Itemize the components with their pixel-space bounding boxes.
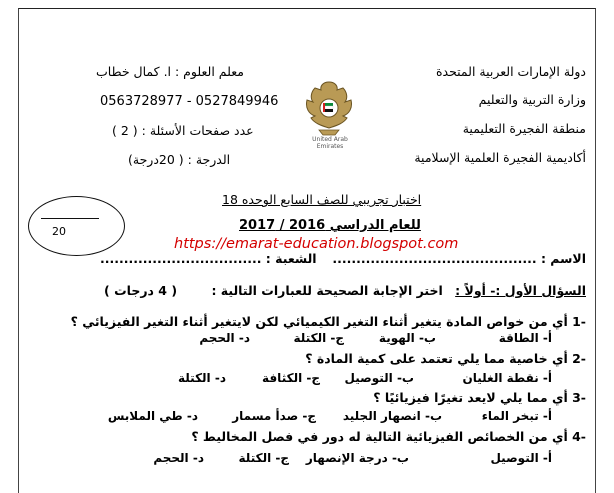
total-grade: الدرجة : ( 20درجة) bbox=[128, 152, 231, 167]
q2-option-a: أ- نقطة الغليان bbox=[462, 371, 552, 385]
question-3 bbox=[373, 390, 586, 405]
question-1 bbox=[71, 314, 586, 329]
school-name: أكاديمية الفجيرة العلمية الإسلامية bbox=[414, 150, 586, 165]
question-text: أي خاصية مما يلي تعتمد على كمية المادة ؟ bbox=[305, 351, 568, 366]
question-number: -1 bbox=[572, 314, 586, 329]
section-instruction: اختر الإجابة الصحيحة للعبارات التالية : bbox=[211, 283, 443, 298]
question-number: -2 bbox=[572, 351, 586, 366]
q1-option-a: أ- الطاقة bbox=[498, 331, 552, 345]
q3-option-d: د- طي الملابس bbox=[107, 409, 198, 423]
exam-title: اختبار تجريبي للصف السابع الوحده 18 bbox=[222, 192, 422, 207]
question-2 bbox=[305, 351, 586, 366]
academic-year: للعام الدراسي 2016 / 2017 bbox=[239, 218, 421, 233]
student-name-field: الاسم : ........................................... bbox=[332, 251, 586, 266]
q4-option-b: ب- درجة الإنصهار bbox=[305, 451, 409, 465]
teacher-name: معلم العلوم : ا. كمال خطاب bbox=[96, 64, 244, 79]
source-url: https://emarat-education.blogspot.com bbox=[174, 236, 459, 252]
q3-option-b: ب- انصهار الجليد bbox=[342, 409, 442, 423]
country-name: دولة الإمارات العربية المتحدة bbox=[435, 64, 586, 79]
q2-option-d: د- الكتلة bbox=[178, 371, 226, 385]
q1-option-c: ج- الكتلة bbox=[293, 331, 344, 345]
page-count: عدد صفحات الأسئلة : ( 2 ) bbox=[112, 123, 254, 138]
section-heading bbox=[211, 283, 586, 298]
score-circle bbox=[28, 196, 125, 256]
question-text: أي من الخصائص الفيزيائية التالية له دور في فصل المخاليط ؟ bbox=[191, 429, 568, 444]
question-4 bbox=[191, 429, 586, 444]
emblem-caption: United Arab Emirates bbox=[312, 136, 348, 150]
q2-option-b: ب- التوصيل bbox=[344, 371, 414, 385]
section-title: السؤال الأول :- أولاً : bbox=[455, 283, 586, 298]
q4-option-c: ج- الكتلة bbox=[238, 451, 289, 465]
uae-emblem-icon bbox=[301, 78, 357, 140]
q3-option-a: أ- تبخر الماء bbox=[481, 409, 552, 423]
score-line bbox=[41, 218, 99, 219]
q3-option-c: ج- صدأ مسمار bbox=[232, 409, 316, 423]
score-total: 20 bbox=[52, 225, 66, 238]
q1-option-d: د- الحجم bbox=[199, 331, 250, 345]
section-marks: ( 4 درجات ) bbox=[104, 283, 178, 298]
question-text: أي من خواص المادة يتغير أثناء التغير الكيميائي لكن لايتغير أثناء التغير الفيزيائي ؟ bbox=[70, 314, 568, 329]
q4-option-a: أ- التوصيل bbox=[490, 451, 552, 465]
ministry-name: وزارة التربية والتعليم bbox=[478, 92, 586, 107]
student-section-field: الشعبة : .................................. bbox=[100, 251, 317, 266]
q4-option-d: د- الحجم bbox=[153, 451, 204, 465]
zone-name: منطقة الفجيرة التعليمية bbox=[462, 121, 586, 136]
question-number: -3 bbox=[572, 390, 586, 405]
question-text: أي مما يلي لايعد تغيرًا فيزيائيًا ؟ bbox=[373, 390, 568, 405]
q1-option-b: ب- الهوية bbox=[378, 331, 436, 345]
q2-option-c: ج- الكثافة bbox=[262, 371, 320, 385]
teacher-phones: 0563728977 - 0527849946 bbox=[100, 94, 279, 109]
question-number: -4 bbox=[572, 429, 586, 444]
